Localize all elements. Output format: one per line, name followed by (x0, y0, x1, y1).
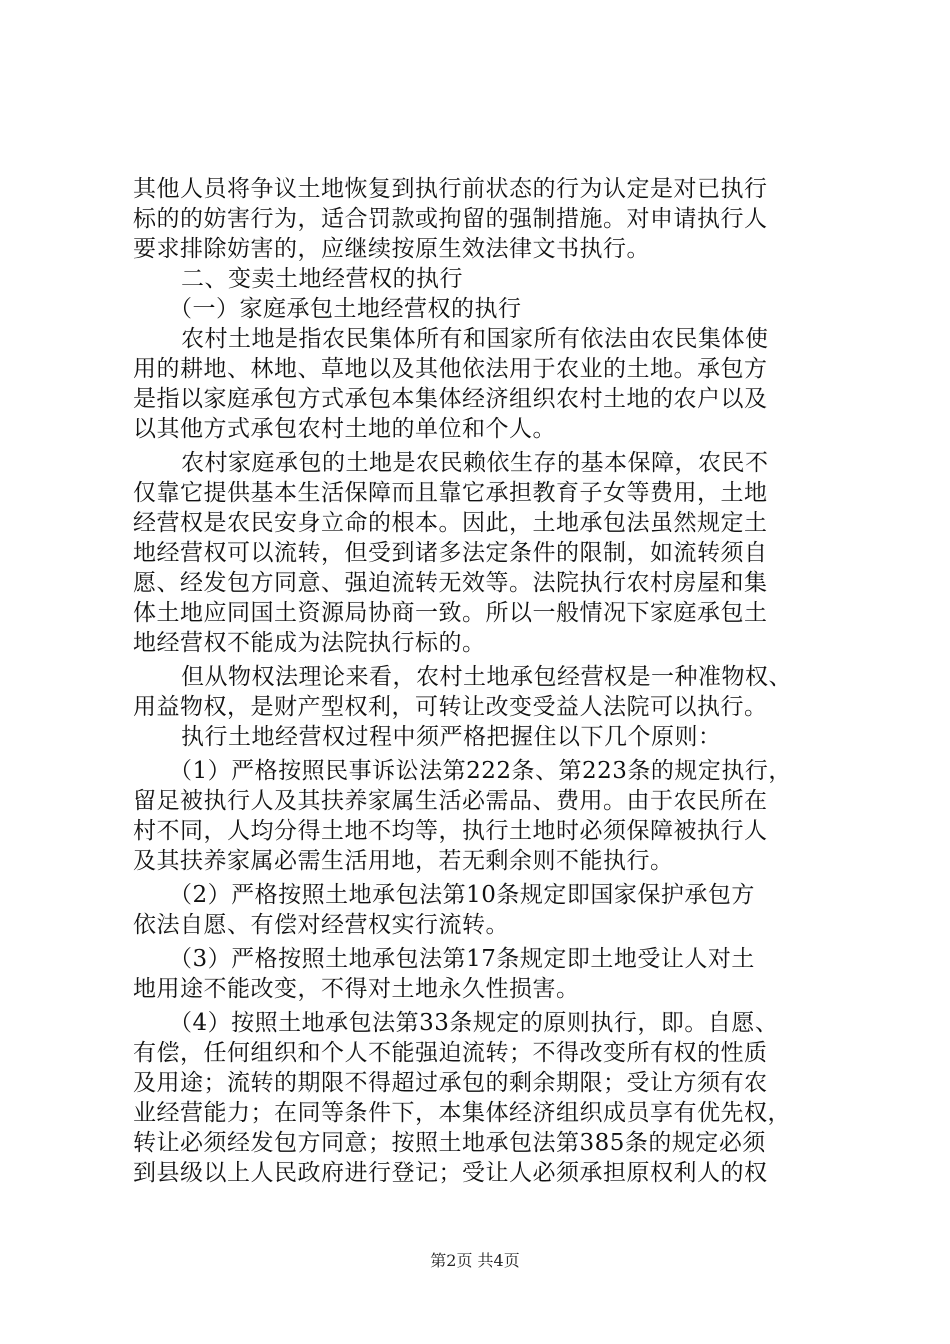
list-item: （4）按照土地承包法第33条规定的原则执行，即。自愿、 (169, 1010, 779, 1036)
text-line: 以其他方式承包农村土地的单位和个人。 (133, 416, 556, 442)
text-line: 地用途不能改变，不得对土地永久性损害。 (133, 976, 580, 1002)
text-line: 经营权是农民安身立命的根本。因此，土地承包法虽然规定土 (133, 510, 768, 536)
text-line: 用益物权，是财产型权利，可转让改变受益人法院可以执行。 (133, 694, 768, 720)
text-line: 村不同，人均分得土地不均等，执行土地时必须保障被执行人 (133, 818, 768, 844)
subsection-heading: （一）家庭承包土地经营权的执行 (169, 296, 522, 322)
text-line: 农村家庭承包的土地是农民赖依生存的基本保障，农民不 (181, 450, 769, 476)
text-line: 用的耕地、林地、草地以及其他依法用于农业的土地。承包方 (133, 356, 768, 382)
list-item: （3）严格按照土地承包法第17条规定即土地受让人对土 (169, 946, 755, 972)
text-line: 地经营权不能成为法院执行标的。 (133, 630, 486, 656)
text-line: 业经营能力；在同等条件下，本集体经济组织成员享有优先权， (133, 1100, 791, 1126)
text-line: 执行土地经营权过程中须严格把握住以下几个原则： (181, 724, 722, 750)
text-line: 标的的妨害行为，适合罚款或拘留的强制措施。对申请执行人 (133, 206, 768, 232)
text-line: 但从物权法理论来看，农村土地承包经营权是一种准物权、 (181, 664, 792, 690)
text-line: 依法自愿、有偿对经营权实行流转。 (133, 912, 509, 938)
text-line: 到县级以上人民政府进行登记；受让人必须承担原权利人的权 (133, 1160, 768, 1186)
list-item: （1）严格按照民事诉讼法第222条、第223条的规定执行， (169, 758, 792, 784)
text-line: 其他人员将争议土地恢复到执行前状态的行为认定是对已执行 (133, 176, 768, 202)
text-line: 留足被执行人及其扶养家属生活必需品、费用。由于农民所在 (133, 788, 768, 814)
text-line: 有偿，任何组织和个人不能强迫流转；不得改变所有权的性质 (133, 1040, 768, 1066)
page-number: 第2页 共4页 (430, 1251, 520, 1270)
text-line: 体土地应同国土资源局协商一致。所以一般情况下家庭承包土 (133, 600, 768, 626)
text-line: 农村土地是指农民集体所有和国家所有依法由农民集体使 (181, 326, 769, 352)
text-line: 及用途；流转的期限不得超过承包的剩余期限；受让方须有农 (133, 1070, 768, 1096)
text-line: 及其扶养家属必需生活用地，若无剩余则不能执行。 (133, 848, 674, 874)
text-line: 愿、经发包方同意、强迫流转无效等。法院执行农村房屋和集 (133, 570, 768, 596)
list-item: （2）严格按照土地承包法第10条规定即国家保护承包方 (169, 882, 755, 908)
text-line: 地经营权可以流转，但受到诸多法定条件的限制，如流转须自 (133, 540, 768, 566)
text-line: 转让必须经发包方同意；按照土地承包法第385条的规定必须 (133, 1130, 766, 1156)
section-heading: 二、变卖土地经营权的执行 (181, 266, 463, 292)
body-text (133, 174, 823, 1188)
text-line: 要求排除妨害的，应继续按原生效法律文书执行。 (133, 236, 650, 262)
text-line: 是指以家庭承包方式承包本集体经济组织农村土地的农户以及 (133, 386, 768, 412)
text-line: 仅靠它提供基本生活保障而且靠它承担教育子女等费用，土地 (133, 480, 768, 506)
